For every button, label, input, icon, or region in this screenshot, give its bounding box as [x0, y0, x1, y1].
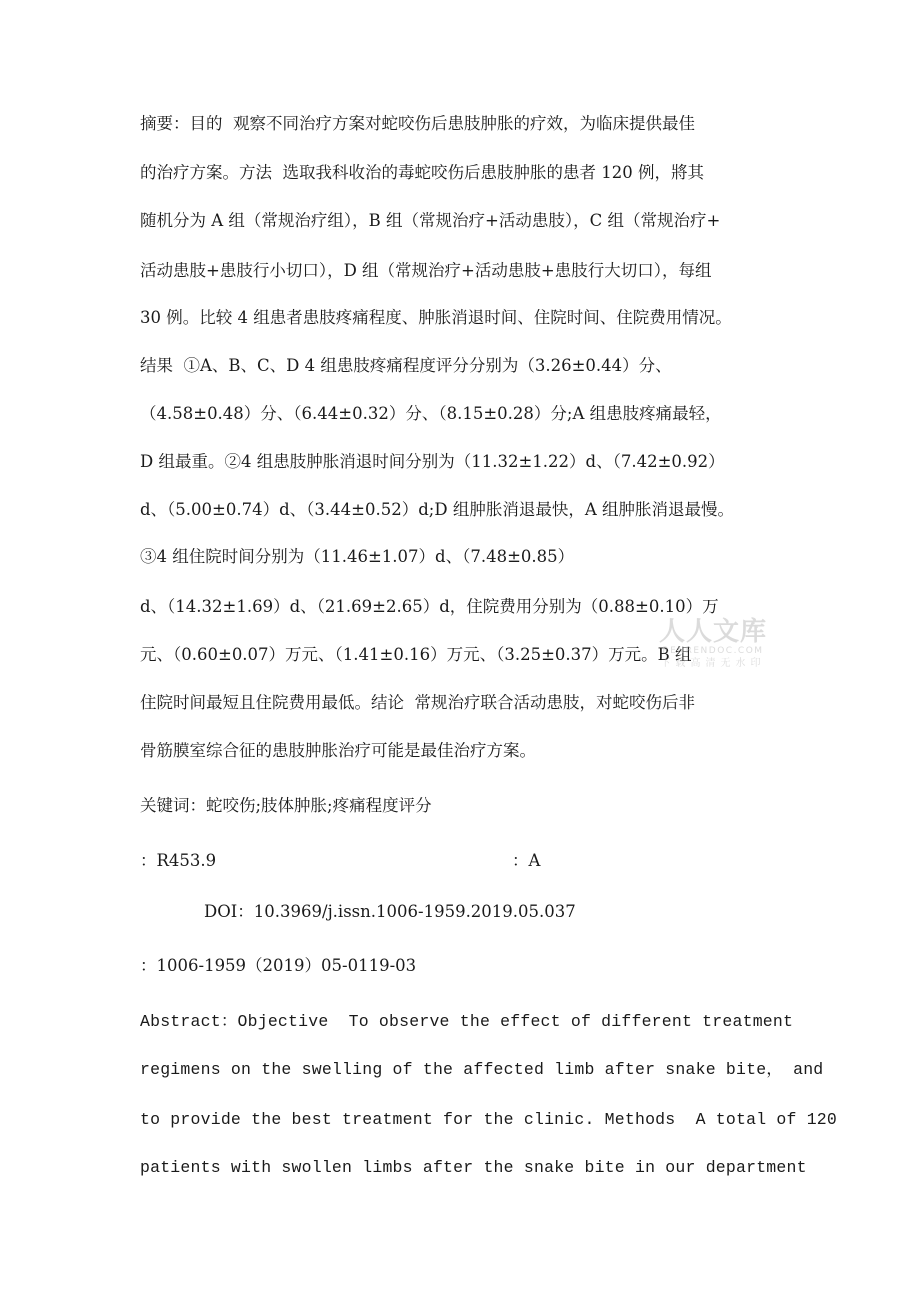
abstract-cn-line-1: 摘要：目的 观察不同治疗方案对蛇咬伤后患肢肿胀的疗效，为临床提供最佳 — [140, 114, 695, 133]
keywords: 关键词：蛇咬伤;肢体肿胀;疼痛程度评分 — [140, 796, 432, 815]
article-id: ：1006-1959（2019）05-0119-03 — [140, 956, 417, 975]
abstract-cn-line-8: D 组最重。②4 组患肢肿胀消退时间分别为（11.32±1.22）d、（7.42±0.92） — [140, 452, 725, 471]
abstract-cn-line-13: 住院时间最短且住院费用最低。结论 常规治疗联合活动患肢，对蛇咬伤后非 — [140, 693, 695, 712]
watermark-subtitle: 下载高清无水印 — [660, 658, 766, 669]
abstract-en-line-1: Abstract：Objective To observe the effect of different treatment — [140, 1012, 794, 1031]
abstract-en-line-4: patients with swollen limbs after the snake bite in our department — [140, 1158, 807, 1177]
abstract-cn-line-14: 骨筋膜室综合征的患肢肿胀治疗可能是最佳治疗方案。 — [140, 741, 536, 760]
clc-number: ：R453.9 — [140, 851, 217, 870]
abstract-cn-line-7: （4.58±0.48）分、（6.44±0.32）分、（8.15±0.28）分;A 组患肢疼痛最轻， — [140, 404, 722, 423]
abstract-cn-line-10: ③4 组住院时间分别为（11.46±1.07）d、（7.48±0.85） — [140, 547, 575, 566]
abstract-cn-line-3: 随机分为 A 组（常规治疗组），B 组（常规治疗+活动患肢），C 组（常规治疗+ — [140, 211, 721, 230]
abstract-cn-line-6: 结果 ①A、B、C、D 4 组患肢疼痛程度评分分别为（3.26±0.44）分、 — [140, 356, 672, 375]
abstract-cn-line-5: 30 例。比较 4 组患者患肢疼痛程度、肿胀消退时间、住院时间、住院费用情况。 — [140, 308, 732, 327]
abstract-cn-line-4: 活动患肢+患肢行小切口），D 组（常规治疗+活动患肢+患肢行大切口），每组 — [140, 261, 712, 280]
abstract-cn-line-11: d、（14.32±1.69）d、（21.69±2.65）d，住院费用分别为（0.88±0.10）万 — [140, 597, 719, 616]
abstract-en-line-3: to provide the best treatment for the clinic. Methods A total of 120 — [140, 1110, 838, 1129]
abstract-cn-line-12: 元、（0.60±0.07）万元、（1.41±0.16）万元、（3.25±0.37）万元。B 组 — [140, 645, 692, 664]
abstract-en-line-2: regimens on the swelling of the affected limb after snake bite， and — [140, 1060, 824, 1079]
watermark-title: 人人文库 — [658, 617, 767, 647]
document-code: ：A — [512, 851, 541, 870]
doi: DOI：10.3969/j.issn.1006-1959.2019.05.037 — [204, 902, 576, 921]
abstract-cn-line-9: d、（5.00±0.74）d、（3.44±0.52）d;D 组肿胀消退最快，A 组肿胀消退最慢。 — [140, 500, 734, 519]
abstract-cn-line-2: 的治疗方案。方法 选取我科收治的毒蛇咬伤后患肢肿胀的患者 120 例，將其 — [140, 163, 704, 182]
watermark-url: RENRENDOC.COM — [662, 646, 764, 656]
